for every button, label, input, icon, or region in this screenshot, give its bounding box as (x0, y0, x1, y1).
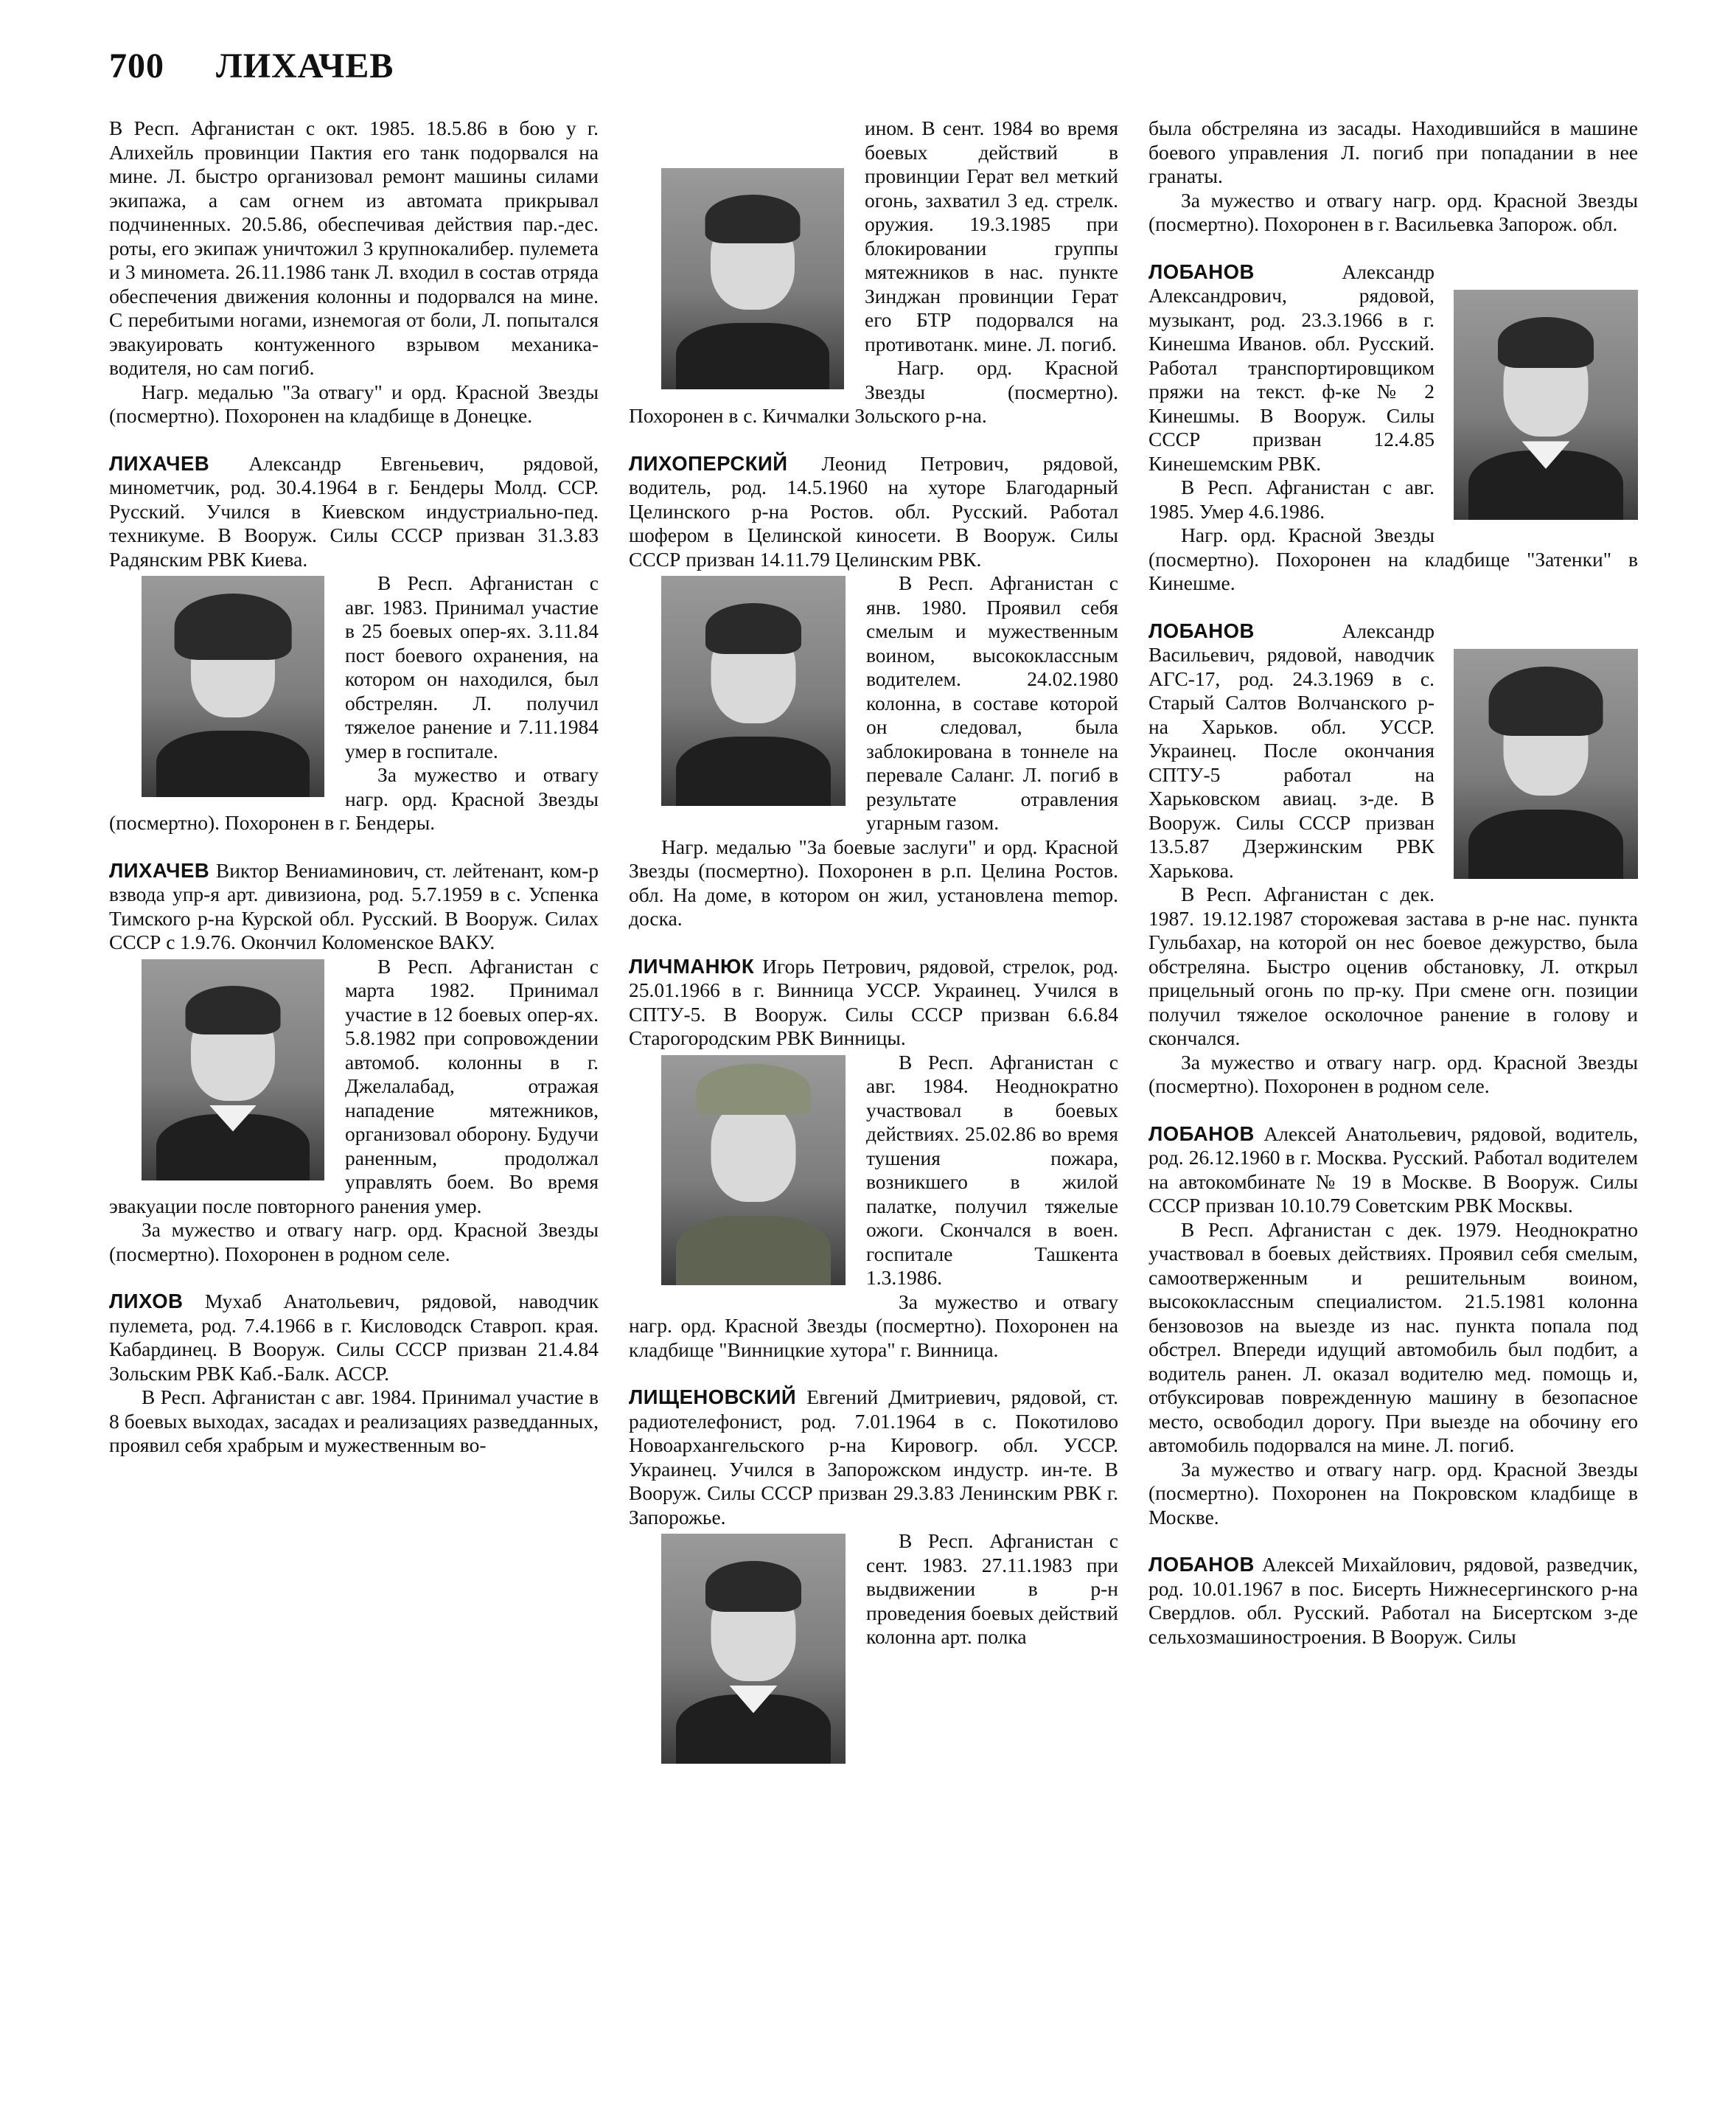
entry-surname: ЛОБАНОВ (1148, 1121, 1255, 1145)
portrait-photo (1454, 649, 1638, 879)
entry-surname: ЛОБАНОВ (1148, 260, 1255, 283)
entry-lobanov-aleksey-a (1148, 1122, 1638, 1530)
entry-lead (109, 859, 599, 955)
entry-lead (1148, 1122, 1638, 1218)
portrait-photo (142, 576, 324, 797)
photo-body (676, 1216, 831, 1285)
photo-body (676, 737, 831, 806)
paragraph: Нагр. медалью "За боевые заслуги" и орд. Красной Звезды (посмертно). Похоронен в р.п. Целина Ростов. обл. На доме, в котором он жил, установлена memор. доска. (629, 835, 1118, 930)
paragraph: ином. В сент. 1984 во время боевых действий в провинции Герат вел меткий огонь, захватил 3 ед. стрелк. оружия. 19.3.1985 при блокировании группы мятежников в нас. пункте Зинджан провинции Герат его БТР подорвался на противотанк. мине. Л. погиб. (865, 116, 1118, 355)
entry-likhoperskiy (629, 452, 1118, 931)
portrait-photo (1454, 290, 1638, 520)
paragraph: За мужество и отвагу нагр. орд. Красной Звезды (посмертно). Похоронен в г. Бендеры. (109, 763, 599, 834)
paragraph: В Респ. Афганистан с янв. 1980. Проявил себя смелым и мужественным воином, высококлассным водителем. 24.02.1980 колонна, в составе которой он следовал, была заблокирована в тоннеле на перевале Саланг. Л. погиб в результате отравления угарным газом. (866, 571, 1118, 834)
paragraph: В Респ. Афганистан с сент. 1983. 27.11.1983 при выдвижении в р-н проведения боевых действий колонна арт. полка (866, 1529, 1118, 1648)
entry-surname: ЛИЩЕНОВСКИЙ (629, 1385, 797, 1408)
entry-text: Алексей Михайлович, рядовой, разведчик, род. 10.01.1967 в пос. Бисерть Нижнесергинского р-на Свердлов. обл. Русский. Работал на Бисертском з-де сельхозмашиностроения. В Вооруж. Силы (1148, 1553, 1638, 1648)
entry-lishchenovskiy (629, 1385, 1118, 1649)
text-columns (109, 116, 1639, 2100)
entry-text: Мухаб Анатольевич, рядовой, наводчик пулемета, род. 7.4.1966 в г. Кисловодск Ставроп. края. Кабардинец. В Вооруж. Силы СССР призван 21.4.84 Зольским РВК Каб.-Балк. АССР. (109, 1290, 599, 1385)
paragraph: Нагр. орд. Красной Звезды (посмертно). Похоронен на кладбище "Затенки" в Кинешме. (1148, 524, 1638, 594)
photo-face (711, 1101, 796, 1202)
entry-surname: ЛОБАНОВ (1148, 1553, 1255, 1576)
portrait-photo (661, 168, 844, 389)
running-head (109, 46, 394, 86)
paragraph: За мужество и отвагу нагр. орд. Красной Звезды (посмертно). Похоронен в г. Васильевка Запорож. обл. (1148, 188, 1638, 235)
entry-text: Леонид Петрович, рядовой, водитель, род. 14.5.1960 на хуторе Благодарный Целинского р-на Ростов. обл. Русский. Работал шофером в Целинской киносети. В Вооруж. Силы СССР призван 14.11.79 Целинским РВК. (629, 451, 1118, 571)
paragraph: Нагр. орд. Красной Звезды (посмертно). Похоронен в с. Кичмалки Зольского р-на. (629, 356, 1118, 427)
entry-likhachev-viktor (109, 859, 599, 1267)
entry-surname: ЛИЧМАНЮК (629, 954, 755, 978)
photo-hair (1498, 317, 1594, 368)
photo-hair (1489, 667, 1603, 736)
paragraph: За мужество и отвагу нагр. орд. Красной Звезды (посмертно). Похоронен на Покровском кладбище в Москве. (1148, 1457, 1638, 1529)
entry-surname: ЛИХАЧЕВ (109, 451, 210, 475)
entry-text: Игорь Петрович, рядовой, стрелок, род. 25.01.1966 в г. Винница УССР. Украинец. Учился в СПТУ-5. В Вооруж. Силы СССР призван 6.6.84 Старогородским РВК Винницы. (629, 954, 1118, 1049)
paragraph: В Респ. Афганистан с окт. 1985. 18.5.86 в бою у г. Алихейль провинции Пактия его танк подорвался на мине. Л. быстро организовал ремонт машины силами экипажа, а сам огнем из автомата прикрывал подчиненных. 20.5.86, обеспечивая действия пар.-дес. роты, его экипаж уничтожил 3 крупнокалибер. пулемета и 3 миномета. 26.11.1986 танк Л. входил в состав отряда обеспечения движения колонны и подорвался на мине. С перебитыми ногами, изнемогая от боли, Л. попытался эвакуировать контуженного взрывом механика-водителя, но сам погиб. (109, 116, 599, 379)
entry-text: Виктор Вениаминович, ст. лейтенант, ком-р взвода упр-я арт. дивизиона, род. 5.7.1959 в с. Успенка Тимского р-на Курской обл. Русский. В Вооруж. Силах СССР с 1.9.76. Окончил Коломенское ВАКУ. (109, 858, 599, 953)
entry-surname: ЛИХОПЕРСКИЙ (629, 451, 788, 475)
paragraph: В Респ. Афганистан с авг. 1984. Неоднократно участвовал в боевых действиях. 25.02.86 во время тушения пожара, возникшего в жилой палатке, получил тяжелые ожоги. Скончался в воен. госпитале Ташкента 1.3.1986. (866, 1050, 1118, 1289)
entry-lead (109, 452, 599, 572)
entry-text: Александр Васильевич, рядовой, наводчик АГС-17, род. 24.3.1969 в с. Старый Салтов Волчанского р-на Харьков. обл. УССР. Украинец. После окончания СПТУ-5 работал на Харьковском авиац. з-де. В Вооруж. Силы СССР призван 13.5.87 Дзержинским РВК Харькова. (1148, 619, 1435, 882)
entry-lobanov-aleksey-m (1148, 1553, 1638, 1649)
entry-lead (1148, 1553, 1638, 1649)
running-title: ЛИХАЧЕВ (216, 46, 394, 86)
paragraph: В Респ. Афганистан с марта 1982. Принимал участие в 12 боевых опер-ях. 5.8.1982 при сопровождении автомоб. колонны в г. Джелалабад, отражая нападение мятежников, организовал оборону. Будучи раненным, продолжал управлять боем. Во время эвакуации после повторного ранения умер. (109, 954, 599, 1217)
entry-lead (629, 955, 1118, 1051)
photo-body (156, 731, 310, 797)
paragraph: В Респ. Афганистан с авг. 1984. Принимал участие в 8 боевых выходах, засадах и реализациях разведданных, проявил себя храбрым и мужественным во- (109, 1385, 599, 1456)
photo-hair (705, 1561, 801, 1612)
photo-hair (705, 603, 801, 654)
portrait-photo (661, 1534, 846, 1764)
portrait-photo (661, 576, 846, 806)
entry-likhachev-aleksandr (109, 452, 599, 835)
photo-hair (175, 594, 292, 660)
paragraph: В Респ. Афганистан с дек. 1987. 19.12.1987 сторожевая застава в р-не нас. пункта Гульбахар, на которой он нес боевое дежурство, была обстреляна. Быстро оценив обстановку, Л. открыл прицельный огонь по пр-ку. При смене огн. позиции получил тяжелое осколочное ранение в голову и скончался. (1148, 883, 1638, 1049)
column-1 (109, 116, 599, 2100)
entry-lead (109, 1290, 599, 1385)
page-number: 700 (109, 46, 164, 86)
entry-surname: ЛИХАЧЕВ (109, 858, 210, 882)
paragraph: В Респ. Афганистан с авг. 1985. Умер 4.6.1986. (1148, 476, 1435, 523)
column-2 (629, 116, 1118, 2100)
entry-lobanov-aleksandr-v (1148, 619, 1638, 1099)
entry-text: Александр Евгеньевич, рядовой, минометчик, род. 30.4.1964 в г. Бендеры Молд. ССР. Русский. Учился в Киевском индустриально-пед. техникуме. В Вооруж. Силы СССР призван 31.3.83 Радянским РВК Киева. (109, 451, 599, 571)
entry-continuation (109, 116, 599, 428)
paragraph: За мужество и отвагу нагр. орд. Красной Звезды (посмертно). Похоронен в родном селе. (109, 1218, 599, 1265)
paragraph: Нагр. медалью "За отвагу" и орд. Красной Звезды (посмертно). Похоронен на кладбище в Донецке. (109, 380, 599, 427)
entry-surname: ЛИХОВ (109, 1290, 184, 1312)
entry-text: Алексей Анатольевич, рядовой, водитель, род. 26.12.1960 в г. Москва. Русский. Работал водителем на автокомбинате № 19 в Москве. В Вооруж. Силы СССР призван 10.10.79 Советским РВК Москвы. (1148, 1121, 1638, 1217)
entry-continuation (629, 116, 1118, 428)
photo-body (676, 323, 829, 389)
entry-continuation (1148, 116, 1638, 237)
paragraph: За мужество и отвагу нагр. орд. Красной Звезды (посмертно). Похоронен в родном селе. (1148, 1050, 1638, 1097)
paragraph: В Респ. Афганистан с дек. 1979. Неоднократно участвовал в боевых действиях. Проявил себя смелым, самоотверженным и решительным воином, высококлассным специалистом. 21.5.1981 колонна бензовозов на выезде из нас. пункта попала под обстрел. Впереди идущий автомобиль был подбит, а водитель ранен. Л. оказал водителю мед. помощь и, отбуксировав поврежденную машину в безопасное место, освободил дорогу. При выезде на обочину его автомобиль подорвался на мине. Л. погиб. (1148, 1217, 1638, 1456)
photo-hair (705, 195, 801, 243)
photo-hair (186, 986, 281, 1034)
entry-text: Евгений Дмитриевич, рядовой, ст. радиотелефонист, род. 7.01.1964 в с. Покотилово Новоархангельского р-на Кировогр. обл. УССР. Украинец. Учился в Запорожском индустр. ин-те. В Вооруж. Силы СССР призван 29.3.83 Ленинским РВК г. Запорожье. (629, 1385, 1118, 1529)
entry-surname: ЛОБАНОВ (1148, 619, 1255, 642)
entry-likhov (109, 1290, 599, 1458)
entry-lichmanyuk (629, 955, 1118, 1363)
entry-lead (629, 452, 1118, 572)
entry-lead (629, 1385, 1118, 1529)
photo-cap (697, 1064, 811, 1115)
paragraph: была обстреляна из засады. Находившийся в машине боевого управления Л. погиб при попадании в нее гранаты. (1148, 116, 1638, 187)
portrait-photo (661, 1055, 846, 1285)
paragraph: За мужество и отвагу нагр. орд. Красной Звезды (посмертно). Похоронен на кладбище "Винницкие хутора" г. Винница. (629, 1290, 1118, 1361)
entry-lobanov-aleksandr-a (1148, 260, 1638, 596)
column-3 (1148, 116, 1638, 2100)
paragraph: В Респ. Афганистан с авг. 1983. Принимал участие в 25 боевых опер-ях. 3.11.84 пост боевого охранения, на котором он находился, был обстрелян. Л. получил тяжелое ранение и 7.11.1984 умер в госпитале. (345, 571, 599, 762)
photo-body (1468, 810, 1623, 879)
portrait-photo (142, 959, 324, 1180)
entry-text: Александр Александрович, рядовой, музыкант, род. 23.3.1966 в г. Кинешма Иванов. обл. Русский. Работал транспортировщиком пряжи на текст. ф-ке № 2 Кинешмы. В Вооруж. Силы СССР призван 12.4.85 Кинешемским РВК. (1148, 260, 1435, 475)
